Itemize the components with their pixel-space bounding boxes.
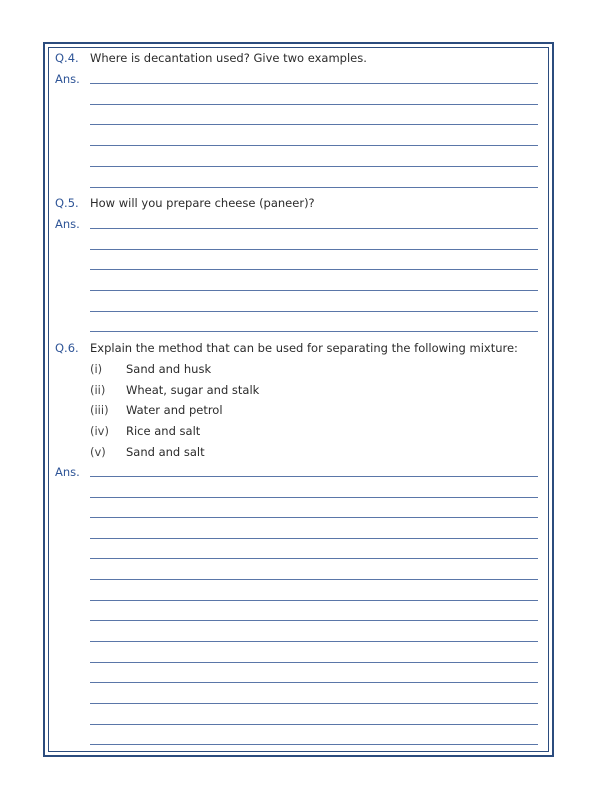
answer-line[interactable] bbox=[90, 269, 538, 270]
answer-line[interactable] bbox=[90, 104, 538, 105]
answer-line[interactable] bbox=[90, 311, 538, 312]
question-5-number: Q.5. bbox=[55, 196, 79, 210]
answer-line[interactable] bbox=[90, 124, 538, 125]
answer-line[interactable] bbox=[90, 744, 538, 745]
answer-line[interactable] bbox=[90, 228, 538, 229]
list-item-numeral: (iii) bbox=[90, 403, 109, 417]
answer-line[interactable] bbox=[90, 476, 538, 477]
worksheet-border bbox=[43, 42, 554, 757]
list-item-numeral: (iv) bbox=[90, 424, 109, 438]
answer-5-label: Ans. bbox=[55, 217, 80, 231]
question-6-text: Explain the method that can be used for separating the following mixture: bbox=[90, 341, 518, 355]
list-item-text: Sand and salt bbox=[126, 445, 205, 459]
answer-line[interactable] bbox=[90, 620, 538, 621]
answer-line[interactable] bbox=[90, 558, 538, 559]
question-6-number: Q.6. bbox=[55, 341, 79, 355]
answer-line[interactable] bbox=[90, 662, 538, 663]
answer-line[interactable] bbox=[90, 249, 538, 250]
answer-line[interactable] bbox=[90, 682, 538, 683]
answer-line[interactable] bbox=[90, 641, 538, 642]
answer-line[interactable] bbox=[90, 497, 538, 498]
answer-line[interactable] bbox=[90, 290, 538, 291]
list-item-text: Sand and husk bbox=[126, 362, 212, 376]
answer-line[interactable] bbox=[90, 724, 538, 725]
answer-line[interactable] bbox=[90, 579, 538, 580]
question-4-number: Q.4. bbox=[55, 51, 79, 65]
list-item-text: Wheat, sugar and stalk bbox=[126, 383, 260, 397]
list-item-text: Rice and salt bbox=[126, 424, 201, 438]
answer-line[interactable] bbox=[90, 517, 538, 518]
worksheet-inner-border bbox=[48, 47, 549, 752]
answer-line[interactable] bbox=[90, 187, 538, 188]
answer-4-label: Ans. bbox=[55, 72, 80, 86]
answer-6-label: Ans. bbox=[55, 465, 80, 479]
answer-line[interactable] bbox=[90, 600, 538, 601]
answer-line[interactable] bbox=[90, 83, 538, 84]
list-item-numeral: (v) bbox=[90, 445, 106, 459]
answer-line[interactable] bbox=[90, 331, 538, 332]
answer-line[interactable] bbox=[90, 166, 538, 167]
answer-line[interactable] bbox=[90, 145, 538, 146]
answer-line[interactable] bbox=[90, 703, 538, 704]
answer-line[interactable] bbox=[90, 538, 538, 539]
question-5-text: How will you prepare cheese (paneer)? bbox=[90, 196, 315, 210]
list-item-text: Water and petrol bbox=[126, 403, 223, 417]
list-item-numeral: (ii) bbox=[90, 383, 106, 397]
question-4-text: Where is decantation used? Give two examples. bbox=[90, 51, 367, 65]
list-item-numeral: (i) bbox=[90, 362, 103, 376]
